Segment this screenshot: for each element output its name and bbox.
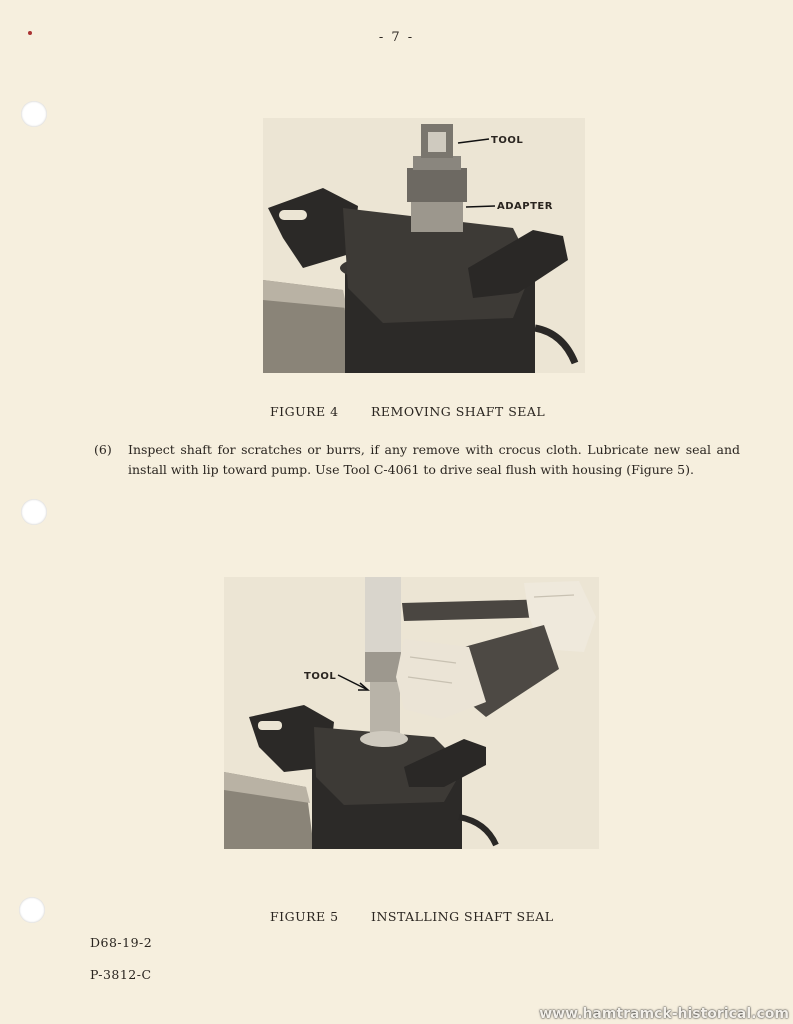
figure-4-caption-title: REMOVING SHAFT SEAL <box>371 404 546 419</box>
figure-5-caption-number: FIGURE 5 <box>270 909 339 924</box>
page-number: - 7 - <box>378 30 415 45</box>
figure-4-tool-callout: TOOL <box>491 135 524 146</box>
binder-hole <box>21 101 47 127</box>
binder-hole <box>19 897 45 923</box>
figure-4-caption-number: FIGURE 4 <box>270 404 339 419</box>
website-watermark: www.hamtramck-historical.com <box>539 1006 789 1022</box>
publication-code: P-3812-C <box>90 967 152 982</box>
document-code: D68-19-2 <box>90 935 153 950</box>
figure-5-photo <box>224 577 599 849</box>
step-text: Inspect shaft for scratches or burrs, if any remove with crocus cloth. Lubricate new seal and install with lip toward pump. Use Tool C-4061 to drive seal flush with housing (Figure 5). <box>128 442 740 477</box>
instruction-step-6 <box>94 440 740 480</box>
figure-4-adapter-callout: ADAPTER <box>497 201 553 212</box>
step-number: (6) <box>94 442 112 457</box>
binder-hole <box>21 499 47 525</box>
figure-5-tool-callout: TOOL <box>304 671 337 682</box>
figure-4-photo <box>263 118 585 373</box>
figure-5-caption-title: INSTALLING SHAFT SEAL <box>371 909 554 924</box>
